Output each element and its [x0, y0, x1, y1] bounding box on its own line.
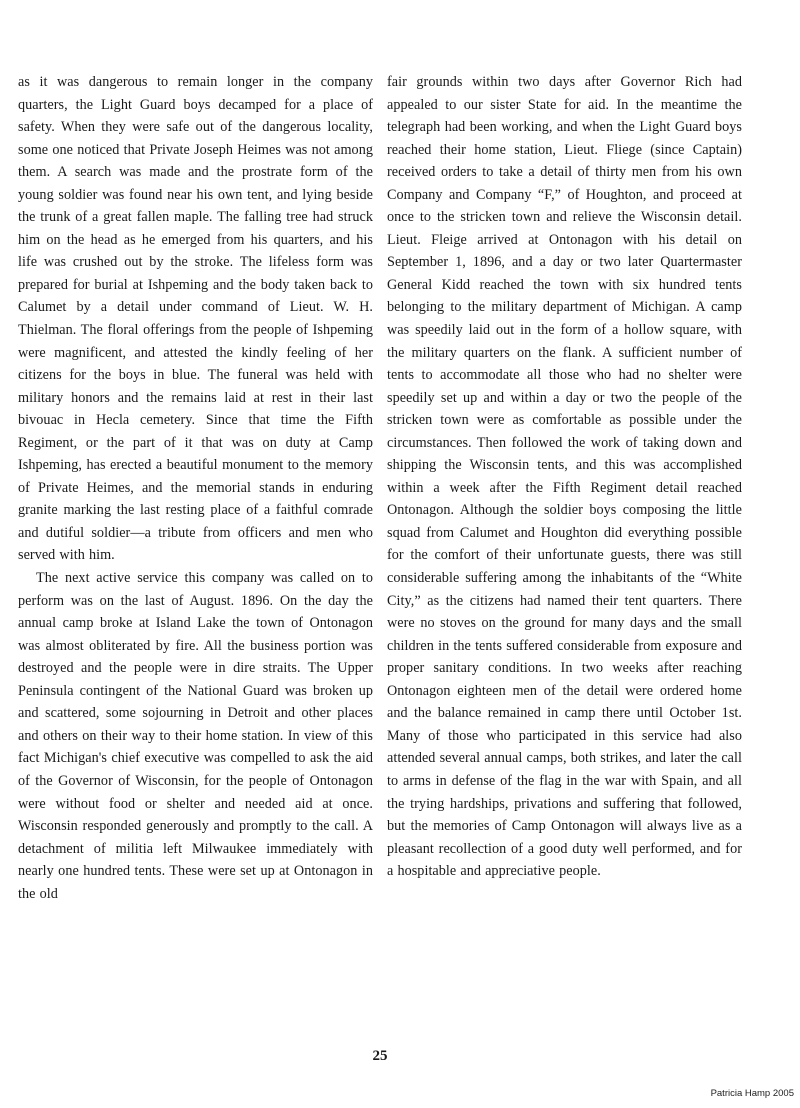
scan-credit: Patricia Hamp 2005 — [710, 1088, 794, 1099]
left-text-column — [18, 71, 373, 905]
paragraph-continued: as it was dangerous to remain longer in the company quarters, the Light Guard boys decamped for a place of safety. When they were safe out of the dangerous locality, some one noticed that Private Joseph Heimes was not among them. A search was made and the prostrate form of the young soldier was found near his own tent, and lying beside the trunk of a great fallen maple. The falling tree had struck him on the head as he emerged from his quarters, and his life was crushed out by the stroke. The lifeless form was prepared for burial at Ishpeming and the body taken back to Calumet by a detail under command of Lieut. W. H. Thielman. The floral offerings from the people of Ishpeming were magnificent, and attested the kindly feeling of her citizens for the boys in blue. The funeral was held with military honors and the remains laid at rest in their last bivouac in Hecla cemetery. Since that time the Fifth Regiment, or the part of it that was on duty at Camp Ishpeming, has erected a beautiful monument to the memory of Private Heimes, and the memorial stands in enduring granite marking the last resting place of a faithful comrade and dutiful soldier—a tribute from officers and men who served with him. — [18, 74, 373, 564]
paragraph-ontonagon-fire: The next active service this company was called on to perform was on the last of August. 1896. On the day the annual camp broke at Island Lake the town of Ontonagon was almost obliterated by fire. All the business portion was destroyed and the people were in dire straits. The Upper Peninsula contingent of the National Guard was broken up and scattered, some sojourning in Detroit and other places and others on their way to their home station. In view of this fact Michigan's chief executive was compelled to ask the aid of the Governor of Wisconsin, for the people of Ontonagon were without food or shelter and needed aid at once. Wisconsin responded generously and promptly to the call. A detachment of militia left Milwaukee immediately with nearly one hundred tents. These were set up at Ontonagon in the old — [18, 570, 373, 902]
right-text-column — [387, 71, 742, 883]
paragraph-camp-ontonagon: fair grounds within two days after Governor Rich had appealed to our sister State for aid. In the meantime the telegraph had been working, and when the Light Guard boys reached their home station, Lieut. Fliege (since Captain) received orders to take a detail of thirty men from his own Company and Company “F,” of Houghton, and proceed at once to the stricken town and relieve the Wisconsin detail. Lieut. Fleige arrived at Ontonagon with his detail on September 1, 1896, and a day or two later Quartermaster General Kidd reached the town with six hundred tents belonging to the military department of Michigan. A camp was speedily laid out in the form of a hollow square, with the military quarters on the flank. A sufficient number of tents to accommodate all those who had no shelter were speedily set up and within a day or two the people of the stricken town were as comfortable as possible under the circumstances. Then followed the work of taking down and shipping the Wisconsin tents, and this was accomplished within a week after the Fifth Regiment detail reached Ontonagon. Although the soldier boys composing the little squad from Calumet and Houghton did everything possible for the comfort of their unfortunate guests, there was still considerable suffering among the inhabitants of the “White City,” as the citizens had named their tent quarters. There were no stoves on the ground for many days and the small children in the tents suffered considerable from exposure and proper sanitary conditions. In two weeks after reaching Ontonagon eighteen men of the detail were ordered home and the balance remained in camp there until October 1st. Many of those who participated in this service had also attended several annual camps, both strikes, and later the call to arms in defense of the flag in the war with Spain, and all the trying hardships, privations and suffering that followed, but the memories of Camp Ontonagon will always live as a pleasant recollection of a good duty well performed, and for a hospitable and appreciative people. — [387, 74, 742, 880]
page-number: 25 — [372, 1048, 388, 1064]
